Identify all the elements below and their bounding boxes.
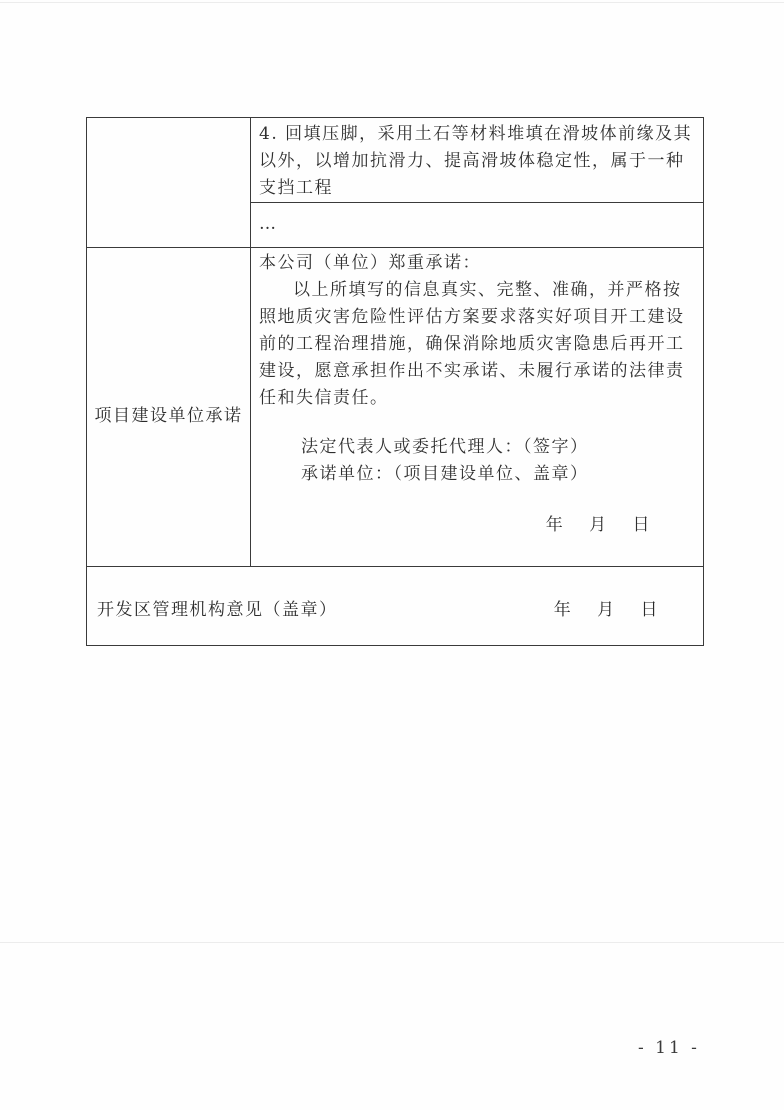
opinion-cell (87, 567, 704, 646)
pledge-intro: 本公司（单位）郑重承诺： (259, 253, 481, 273)
pledge-date-day: 日 (632, 515, 651, 535)
measure-ellipsis-text: … (259, 214, 278, 234)
pledge-body: 以上所填写的信息真实、完整、准确，并严格按照地质灾害危险性评估方案要求落实好项目开工建设前的工程治理措施，确保消除地质灾害隐患后再开工建设，愿意承担作出不实承诺、未履行承诺的法律责任和失信责任。 (259, 280, 685, 408)
pledge-label: 项目建设单位承诺 (94, 405, 243, 426)
opinion-date-month: 月 (597, 599, 616, 620)
opinion-row (87, 567, 704, 646)
page-number: - 11 - (638, 1038, 700, 1058)
pledge-content-cell (251, 248, 704, 567)
pledge-date-month: 月 (589, 515, 608, 535)
signature-block (259, 434, 695, 488)
opinion-label: 开发区管理机构意见（盖章） (97, 599, 338, 620)
pledge-date-year: 年 (545, 515, 565, 535)
opinion-date (536, 595, 659, 620)
pledge-unit-line: 承诺单位：（项目建设单位、盖章） (301, 464, 589, 484)
pledge-date (259, 512, 695, 539)
commitment-form-table (86, 117, 704, 646)
measure-ellipsis-cell (251, 203, 704, 248)
measures-label-cell (87, 118, 251, 248)
pledge-content (251, 248, 703, 539)
measure-item-4-text: 4. 回填压脚，采用土石等材料堆填在滑坡体前缘及其以外，以增加抗滑力、提高滑坡体稳定性，属于一种支挡工程 (259, 124, 693, 198)
opinion-content (87, 595, 703, 620)
opinion-date-year: 年 (553, 599, 573, 620)
measure-item-4-cell (251, 118, 704, 203)
scan-artifact-line (0, 942, 784, 943)
legal-representative-line: 法定代表人或委托代理人：（签字） (301, 437, 589, 457)
scan-artifact-line (0, 2, 784, 3)
pledge-row (87, 248, 704, 567)
measure-row-4 (87, 118, 704, 203)
opinion-date-day: 日 (640, 599, 659, 620)
pledge-label-cell (87, 248, 251, 567)
